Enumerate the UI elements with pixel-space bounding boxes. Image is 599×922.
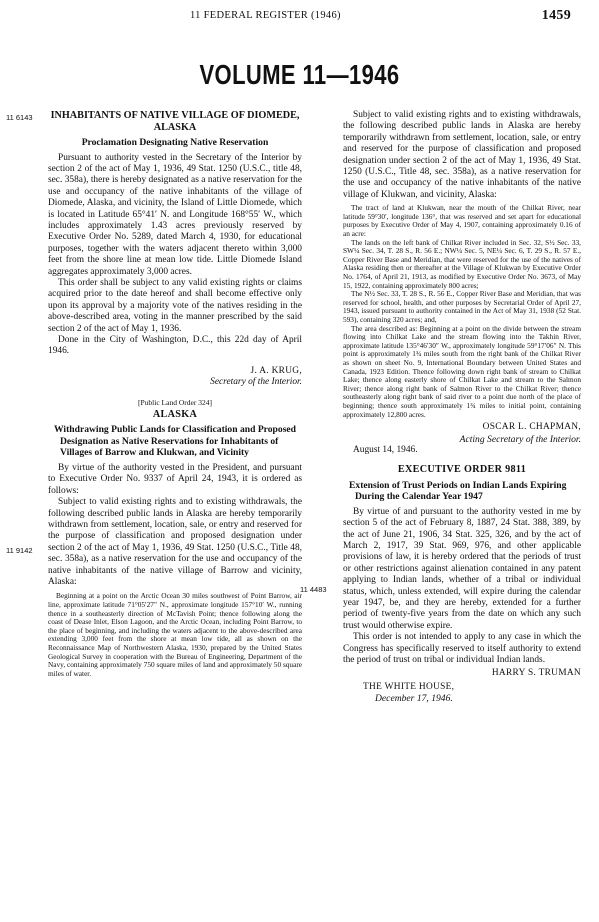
margin-citation-3: 11 4483	[300, 585, 327, 594]
diomede-paragraph-2: This order shall be subject to any valid existing rights or claims acquired prior to the date hereof and shall become effective only upon its approval by a majority vote of the natives residing in the above-described area, voting in the manner prescribed by the said section 2 of the act of May 1, 1936.	[48, 277, 302, 334]
trust-paragraph-1: By virtue of and pursuant to the authority vested in me by section 5 of the act of February 8, 1887, 24 Stat. 388, 389, by the act of June 21, 1906, 34 Stat. 325, 326, and by the act of March 2, 1917, 39 Stat. 969, 976, and other applicable provisions of law, it is hereby ordered that the periods of trust or other restrictions against alienation contained in any patent applying to Indian lands, whether of a tribal or individual status, which, unless extended, will expire during the calendar year 1947, be, and they are hereby, extended for a further period of twenty-five years from the date on which any such trust would otherwise expire.	[343, 506, 581, 631]
krug-title: Secretary of the Interior.	[210, 377, 302, 388]
public-land-order-label: [Public Land Order 324]	[138, 397, 212, 407]
withdrawal-paragraph-2: Subject to valid existing rights and to existing withdrawals, the following described public lands in Alaska are hereby temporarily withdrawn from settlement, location, sale, or entry and reserved for the purpose of classification and proposed designation under section 2 of the act of May 1, 1936, 49 Stat. 1250 (U.S.C., Title 48, sec. 358a), as a native reservation for the use and occupancy of the native inhabitants of the native village of Barrow and vicinity, Alaska:	[48, 497, 302, 587]
running-head	[40, 8, 571, 24]
klukwan-tract-3: The N½ Sec. 33, T. 28 S., R. 56 E., Copper River Base and Meridian, that was reserved for school, health, and other purposes by Secretarial Order of April 27, 1943, issued pursuant to authority contained in the Act of May 31, 1938 (52 Stat. 593), containing 320 acres; and,	[343, 289, 581, 324]
alaska-heading: ALASKA	[152, 409, 198, 421]
diomede-heading: INHABITANTS OF NATIVE VILLAGE OF DIOMEDE, ALASKA	[50, 110, 300, 133]
right-column	[343, 110, 581, 705]
krug-signature: J. A. KRUG,	[250, 365, 302, 376]
page-number: 1459	[541, 8, 571, 23]
executive-order-heading: EXECUTIVE ORDER 9811	[397, 464, 527, 476]
volume-title: VOLUME 11—1946	[199, 58, 400, 90]
chapman-title: Acting Secretary of the Interior.	[459, 433, 581, 445]
klukwan-tract-4: The area described as: Beginning at a point on the divide between the stream flowing into Chilkat Lake and the stream flowing into the Takhin River, approximate latitude 135°46′30″ W., approximately longitude 59°17′06″ N. This point is approximately 1¾ miles south from the right bank of the Chilkat River as shown on sheet No. 9, International Boundary between United States and Canada, 1923 Edition. Thence following down right bank of stream to Chilkat Lake; thence along easterly shore of Chilkat Lake and stream to the Salmon River; thence along right bank of Salmon River to the Chilkat River; thence southeasterly along right bank of said river to a point due north of the place of beginning; thence south approximately 1¾ miles to initial point, containing approximately 12,800 acres.	[343, 323, 581, 419]
klukwan-paragraph: Subject to valid existing rights and to existing withdrawals, the following described public lands in Alaska are hereby temporarily withdrawn from settlement, location, sale, or entry and reserved for the purpose of classification and proposed designation under section 2 of the act of May 1, 1936, 49 Stat. 1250 (U.S.C., Title 48, sec. 358a), as a native reservation for the use and occupancy of the native inhabitants of the native village of Klukwan, and vicinity, Alaska:	[343, 110, 581, 200]
klukwan-tract-1: The tract of land at Klukwan, near the mouth of the Chilkat River, near latitude 59°30′, longitude 136°, that was reserved and set apart for educational purposes by Executive Order of May 4, 1907, containing approximately 0.16 of an acre:	[343, 203, 581, 239]
trust-extension-heading: Extension of Trust Periods on Indian Lands Expiring During the Calendar Year 1947	[349, 479, 567, 503]
diomede-paragraph-3: Done in the City of Washington, D.C., this 22d day of April 1946.	[48, 335, 302, 357]
left-column	[48, 110, 302, 678]
barrow-description: Beginning at a point on the Arctic Ocean 30 miles southwest of Point Barrow, air line, approximate latitude 71°05′27″ N., approximate longitude 157°10′ W., running thence in a southeasterly direction of McTavish Point; thence following along the coast of Dease Inlet, Elson Lagoon, and the Arctic Ocean, including Point Barrow, to the place of beginning, and including the waters adjacent to the above-described area extending 3,000 feet from the shore at mean low tide, all as shown on the Reconnaissance Map of Northwestern Alaska, 1930, prepared by the United States Geological Survey in cooperation with the Bureau of Engineering, Department of the Navy, containing approximately 750 square miles of land and approximately 50 square miles of water.	[48, 591, 302, 678]
withdrawal-paragraph-1: By virtue of the authority vested in the President, and pursuant to Executive Order No. 9337 of April 24, 1943, it is ordered as follows:	[48, 462, 302, 496]
white-house-label: THE WHITE HOUSE,	[363, 681, 455, 692]
margin-citation-1: 11 6143	[6, 113, 33, 122]
trust-paragraph-2: This order is not intended to apply to any case in which the Congress has specifically reserved to itself authority to extend the period of trust on tribal or individual Indian lands.	[343, 632, 581, 665]
diomede-paragraph-1: Pursuant to authority vested in the Secretary of the Interior by section 2 of the act of May 1, 1936, 49 Stat. 1250 (U.S.C., title 48, sec. 358a), there is hereby designated as a native reservation for the use and occupancy of the native inhabitants of the village of Diomede, Alaska, and vicinity, the Island of Little Diomede, which is located in Latitude 65°41′ N. and Longitude 168°55′ W., which includes approximately 1.43 acres previously reserved by Executive Order No. 5289, dated March 4, 1930, for educational purposes, together with the waters adjacent thereto within 3,000 feet from the shore line at mean low tide. Little Diomede Island aggregates approximately 3,000 acres.	[48, 152, 302, 277]
margin-citation-2: 11 9142	[6, 546, 33, 555]
withdrawal-heading: Withdrawing Public Lands for Classification and Proposed Designation as Native Reservations for Inhabitants of Villages of Barrow and Klukwan, and Vicinity	[54, 424, 297, 459]
truman-signature: HARRY S. TRUMAN	[491, 668, 581, 679]
white-house-date: December 17, 1946.	[375, 693, 453, 705]
klukwan-tract-2: The lands on the left bank of Chilkat River included in Sec. 32, S½ Sec. 33, SW¼ Sec. 34, T. 28 S., R. 56 E.; NW¼ Sec. 5, NE¼ Sec. 6, T. 29 S., R. 57 E., Copper River Base and Meridian, that were reserved for the use of the natives of Alaska residing then or thereafter at the Village of Klukwan by Executive Order No. 1764, of April 21, 1913, as modified by Executive Order No. 3673, of May 15, 1922, containing approximately 800 acres;	[343, 237, 581, 290]
order-date: August 14, 1946.	[353, 444, 418, 455]
chapman-signature: OSCAR L. CHAPMAN,	[482, 422, 581, 433]
running-title: 11 FEDERAL REGISTER (1946)	[190, 10, 341, 21]
proclamation-subheading: Proclamation Designating Native Reservation	[81, 137, 269, 148]
